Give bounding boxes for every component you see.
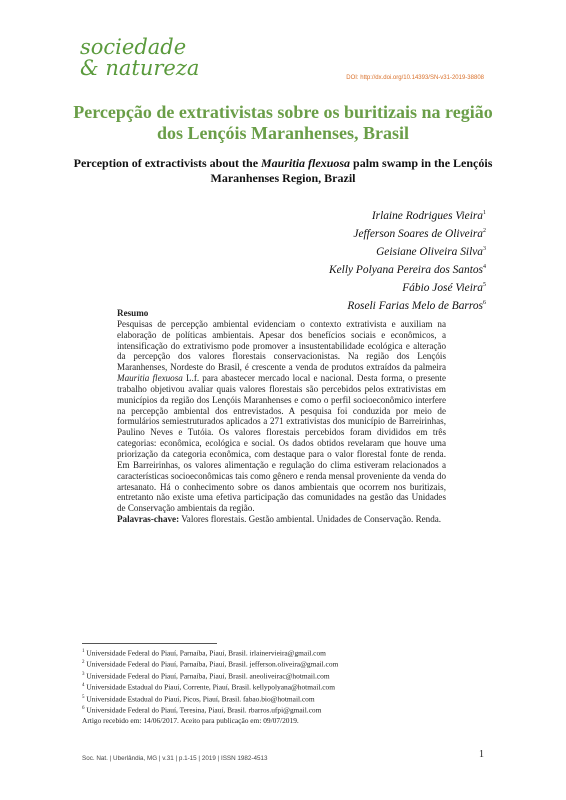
author-affiliation-mark: 2 bbox=[483, 228, 486, 235]
footnote-text: Universidade Federal do Piauí, Parnaíba, Piauí, Brasil. aneoliveirac@hotmail.com bbox=[84, 671, 330, 681]
logo-line-2: & natureza bbox=[80, 56, 200, 80]
title-portuguese: Percepção de extrativistas sobre os buritizais na região dos Lençóis Maranhenses, Brasil bbox=[73, 102, 493, 143]
footnote bbox=[82, 647, 502, 658]
author-name: Roseli Farias Melo de Barros bbox=[347, 300, 483, 313]
title-english-part-1: Perception of extractivists about the bbox=[73, 156, 262, 170]
author-affiliation-mark: 1 bbox=[483, 210, 486, 216]
abstract-text-part-1: Pesquisas de percepção ambiental evidenciam o contexto extrativista e auxiliam na elaboração de políticas ambientais. Apesar dos benefícios sociais e econômicos, a intensificação do extrativismo pode promover a insustentabilidade ecológica e alteração da percepção dos valores florestais conservacionistas. Na região dos Lençóis Maranhenses, Nordeste do Brasil, é crescente a venda de produtos extraídos da palmeira bbox=[117, 318, 446, 373]
author bbox=[329, 278, 486, 296]
received-accepted-dates: Artigo recebido em: 14/06/2017. Aceito para publicação em: 09/07/2019. bbox=[82, 715, 299, 725]
author-name: Fábio José Vieira bbox=[402, 282, 483, 295]
author-name: Jefferson Soares de Oliveira bbox=[353, 227, 483, 240]
author-name: Kelly Polyana Pereira dos Santos bbox=[329, 264, 483, 277]
author-affiliation-mark: 3 bbox=[483, 246, 486, 253]
author-affiliation-mark: 6 bbox=[483, 300, 486, 307]
footnote-mark: 4 bbox=[82, 683, 85, 689]
doi-link[interactable]: DOI: http://dx.doi.org/10.14393/SN-v31-2019-38808 bbox=[346, 75, 484, 81]
author-affiliation-mark: 5 bbox=[483, 282, 486, 289]
footnote bbox=[82, 693, 502, 704]
footnote-text: Universidade Federal do Piauí, Parnaíba, Piauí, Brasil. jefferson.oliveira@gmail.com bbox=[84, 659, 339, 669]
page-number: 1 bbox=[479, 749, 484, 760]
title-english-part-2: palm swamp in the Lençóis Maranhenses Region, Brazil bbox=[210, 156, 493, 185]
footnotes bbox=[82, 647, 502, 726]
footnote bbox=[82, 681, 502, 692]
abstract-heading: Resumo bbox=[117, 308, 149, 318]
author-name: Geisiane Oliveira Silva bbox=[376, 245, 483, 258]
footnote-divider bbox=[82, 643, 217, 644]
abstract-section bbox=[117, 308, 446, 525]
footnote-mark: 5 bbox=[82, 694, 85, 700]
abstract-text-part-2: L.f. para abastecer mercado local e nacional. Desta forma, o presente trabalho objetivou avaliar quais valores florestais são percebidos pelos extrativistas em municípios da região dos Lençóis Maranhenses e como o perfil socioeconômico interfere na percepção ambiental dos entrevistados. A pesquisa foi conduzida por meio de formulários semiestruturados aplicados a 271 extrativistas dos município de Barreirinhas, Paulino Neves e Tutóia. Os valores florestais percebidos foram divididos em três categorias: econômica, ecológica e social. Os dados obtidos revelaram que houve uma priorização da categoria econômica, com destaque para o valor florestal fonte de renda. Em Barreirinhas, os valores alimentação e regulação do clima estiveram relacionados a características socioeconômicas tais como gênero e renda mensal proveniente da venda do artesanato. Há o conhecimento sobre os danos ambientais que ocorrem nos buritizais, entretanto não existe uma efetiva participação das comunidades na gestão das Unidades de Conservação ambientais da região. bbox=[117, 373, 446, 514]
author bbox=[329, 260, 486, 278]
author-affiliation-mark: 4 bbox=[483, 264, 486, 271]
keywords-label: Palavras-chave: bbox=[117, 514, 180, 525]
title-english-species: Mauritia flexuosa bbox=[261, 156, 351, 170]
author bbox=[329, 206, 486, 224]
logo-line-1: sociedade bbox=[80, 35, 187, 59]
footnote-text: Universidade Federal do Piauí, Parnaíba, Piauí, Brasil. irlainervieira@gmail.com bbox=[84, 648, 326, 658]
title-english bbox=[70, 156, 496, 186]
footnote bbox=[82, 658, 502, 669]
journal-logo bbox=[80, 37, 199, 79]
author bbox=[329, 224, 486, 242]
footnote-text: Universidade Estadual do Piauí, Picos, Piauí, Brasil. fabao.bio@hotmail.com bbox=[84, 694, 315, 704]
footnote bbox=[82, 670, 502, 681]
footnote bbox=[82, 704, 502, 715]
footnote-mark: 2 bbox=[82, 660, 85, 666]
author-list bbox=[329, 206, 486, 315]
footnote-mark: 3 bbox=[82, 671, 85, 677]
keywords bbox=[117, 514, 446, 525]
footnote-mark: 1 bbox=[82, 649, 85, 654]
author bbox=[329, 242, 486, 260]
abstract-body bbox=[117, 319, 446, 514]
abstract-species-name: Mauritia flexuosa bbox=[117, 373, 183, 384]
footnote-text: Universidade Federal do Piauí, Teresina, Piauí, Brasil. rbarros.ufpi@gmail.com bbox=[84, 705, 322, 715]
footnote-mark: 6 bbox=[82, 706, 85, 712]
footnote-text: Universidade Estadual do Piauí, Corrente, Piauí, Brasil. kellypolyana@hotmail.com bbox=[84, 682, 335, 692]
journal-citation-footer: Soc. Nat. | Uberlândia, MG | v.31 | p.1-15 | 2019 | ISSN 1982-4513 bbox=[82, 755, 268, 762]
author-name: Irlaine Rodrigues Vieira bbox=[371, 209, 483, 222]
keywords-text: Valores florestais. Gestão ambiental. Unidades de Conservação. Renda. bbox=[179, 514, 442, 525]
